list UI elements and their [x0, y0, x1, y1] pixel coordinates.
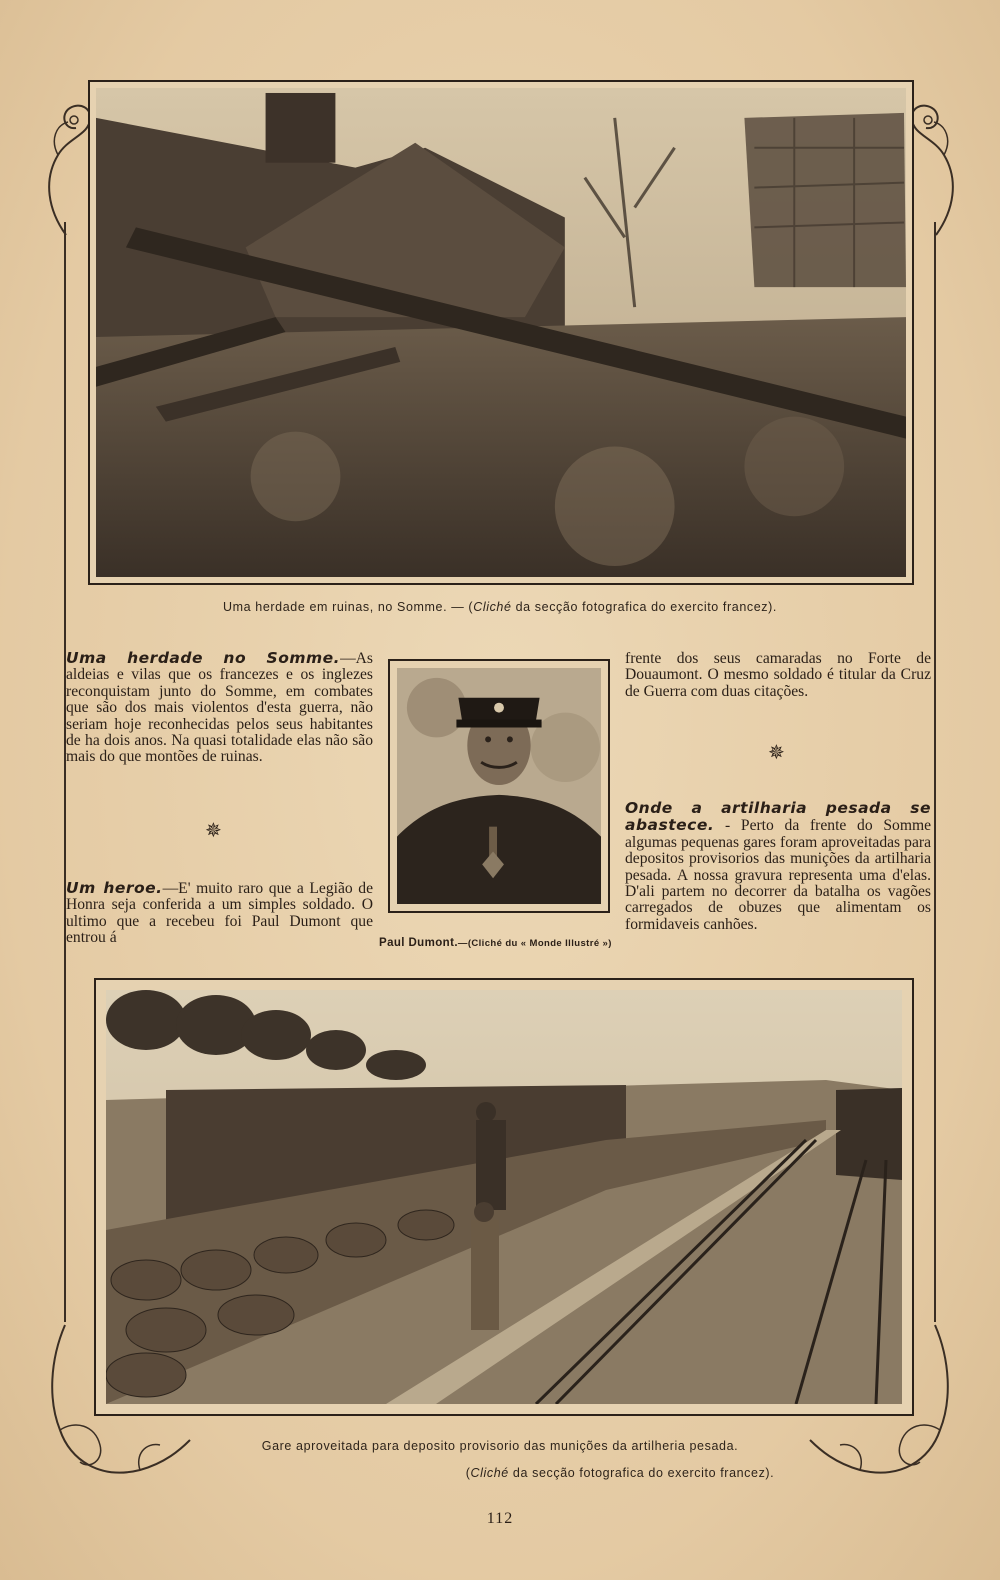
ruins-caption-text: Uma herdade em ruinas, no Somme. — ( [223, 600, 474, 614]
portrait-name: Paul Dumont. [379, 937, 458, 949]
separator-star-left: ✵ [205, 820, 222, 842]
article-artillery [625, 800, 931, 933]
ruins-photo-caption [100, 600, 900, 614]
portrait-caption [379, 937, 619, 949]
depot-photo-image [106, 990, 902, 1404]
depot-caption-tail: da secção fotografica do exercito francez). [508, 1466, 775, 1480]
portrait-photo-image [397, 668, 601, 904]
article-artillery-heading: Onde a artilharia pesada se abastece. [625, 799, 931, 835]
ruins-photo-image [96, 88, 906, 577]
article-artillery-body: - Perto da frente do Somme algumas pequenas gares foram aproveitadas para depositos provisorios das munições da artilharia pesada. A nossa gravura representa uma d'elas. D'ali partem no decorrer da batalha os vagões carregados de obuzes que alimentam os formidaveis canhões. [625, 817, 931, 933]
portrait-credit: —(Cliché du « Monde Illustré ») [457, 938, 612, 949]
ruins-photo [88, 80, 914, 585]
page-number: 112 [486, 1510, 514, 1527]
article-hero-continued [625, 651, 931, 700]
ruins-caption-tail: da secção fotografica do exercito francez). [511, 600, 777, 614]
article-hero-continued-body: frente dos seus camaradas no Forte de Douaumont. O mesmo soldado é titular da Cruz de Guerra com duas citações. [625, 650, 931, 700]
depot-photo-caption-line1: Gare aproveitada para deposito provisorio das munições da artilheria pesada. [261, 1439, 739, 1453]
depot-photo [94, 978, 914, 1416]
article-farm-heading: Uma herdade no Somme. [66, 649, 341, 667]
ruins-caption-credit: Cliché [473, 600, 512, 614]
portrait-photo [388, 659, 610, 913]
article-hero-body: —E' muito raro que a Legião de Honra seja conferida a um simples soldado. O ultimo que a recebeu foi Paul Dumont que entrou á [66, 880, 374, 947]
article-farm [66, 650, 373, 766]
article-hero [66, 880, 373, 947]
separator-star-right: ✵ [768, 742, 785, 764]
depot-photo-caption-line2: (Cliché da secção fotografica do exercito francez). [465, 1466, 775, 1480]
article-farm-body: —As aldeias e vilas que os francezes e os inglezes reconquistam junto do Somme, em combates que são dos mais violentos d'esta guerra, não seriam hoje reconhecidas pelos seus habitantes de ha dois anos. Na quasi totalidade elas não são mais do que montões de ruinas. [66, 650, 373, 766]
article-hero-heading: Um heroe. [66, 879, 163, 897]
depot-caption-credit: Cliché [470, 1466, 509, 1480]
